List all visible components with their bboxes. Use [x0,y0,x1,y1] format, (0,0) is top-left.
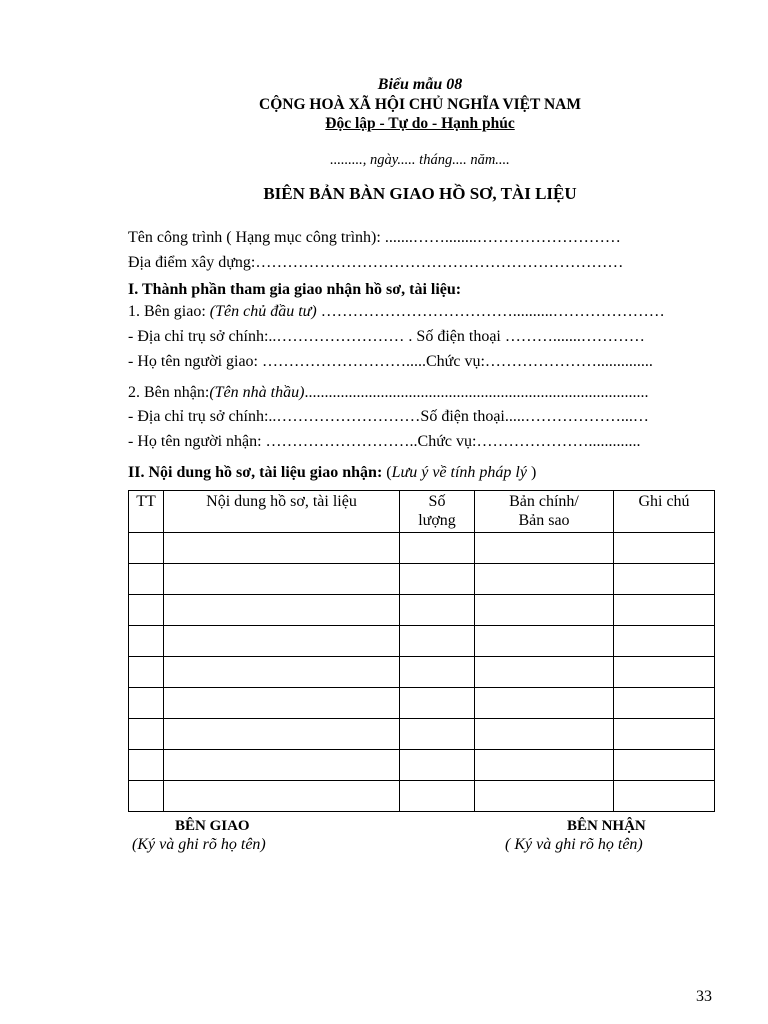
table-body [129,533,715,812]
party-giver-person-line: - Họ tên người giao: ……………………….....Chức vụ:………………….............. [128,353,653,370]
party-receiver-dots: ...................................................................................... [304,384,649,401]
section-2-heading: II. Nội dung hồ sơ, tài liệu giao nhận: [128,464,387,481]
party-receiver-hint: (Tên nhà thầu) [209,384,305,401]
receiver-signature-title: BÊN NHẬN [567,818,646,834]
table-row [129,657,715,688]
section-2-note-close: ) [526,464,537,481]
cell-note [614,657,715,688]
quantity-header-line-1: Số [428,493,446,510]
cell-tt [129,626,164,657]
cell-tt [129,750,164,781]
giver-signature-hint: (Ký và ghi rõ họ tên) [132,836,266,853]
party-giver-line [128,303,665,321]
table-header-row [129,491,715,533]
cell-note [614,781,715,812]
cell-quantity [400,688,475,719]
cell-note [614,750,715,781]
section-1-heading: I. Thành phần tham gia giao nhận hồ sơ, tài liệu: [128,281,462,298]
column-header-content: Nội dung hồ sơ, tài liệu [164,491,400,533]
form-number: Biểu mẫu 08 [377,76,463,93]
party-receiver-person-line: - Họ tên người nhận: ………………………..Chức vụ:…………………............. [128,433,641,450]
cell-quantity [400,564,475,595]
motto-text: Độc lập - Tự do - Hạnh phúc [325,115,515,132]
receiver-signature-hint: ( Ký và ghi rõ họ tên) [505,836,643,853]
cell-copy-type [475,533,614,564]
table-row [129,719,715,750]
cell-copy-type [475,719,614,750]
column-header-quantity [400,491,475,533]
cell-content [164,781,400,812]
table-row [129,595,715,626]
cell-quantity [400,533,475,564]
cell-note [614,688,715,719]
table-row [129,564,715,595]
motto [0,115,768,133]
party-receiver-address-line: - Địa chỉ trụ sở chính:..………………………Số điện thoại.....………………...… [128,408,649,425]
table-row [129,533,715,564]
cell-copy-type [475,688,614,719]
party-receiver-label: 2. Bên nhận: [128,384,210,401]
cell-quantity [400,595,475,626]
section-2-heading-line [128,464,536,482]
quantity-header-line-2: lượng [418,512,456,529]
cell-content [164,657,400,688]
cell-copy-type [475,626,614,657]
cell-quantity [400,626,475,657]
project-location-line: Địa điểm xây dựng:…………………………………………………………… [128,254,624,271]
party-giver-hint: (Tên chủ đầu tư) [209,303,317,320]
section-2-note-open: ( [386,464,392,481]
cell-note [614,564,715,595]
date-line: ........., ngày..... tháng.... năm.... [330,152,510,168]
cell-quantity [400,781,475,812]
cell-tt [129,781,164,812]
cell-copy-type [475,595,614,626]
cell-note [614,626,715,657]
column-header-note: Ghi chú [614,491,715,533]
giver-signature-title: BÊN GIAO [175,818,250,834]
cell-content [164,719,400,750]
cell-quantity [400,657,475,688]
cell-note [614,595,715,626]
section-2-note: Lưu ý về tính pháp lý [391,464,527,481]
party-giver-dots: ………………………………..........………………… [316,303,665,320]
cell-note [614,719,715,750]
table-row [129,750,715,781]
cell-tt [129,595,164,626]
cell-tt [129,719,164,750]
cell-content [164,533,400,564]
copy-header-line-2: Bản sao [518,512,570,529]
cell-copy-type [475,750,614,781]
country-name: CỘNG HOÀ XÃ HỘI CHỦ NGHĨA VIỆT NAM [259,96,581,113]
document-title: BIÊN BẢN BÀN GIAO HỒ SƠ, TÀI LIỆU [263,184,577,203]
cell-content [164,626,400,657]
page-number: 33 [696,988,712,1005]
cell-quantity [400,719,475,750]
cell-tt [129,564,164,595]
cell-copy-type [475,781,614,812]
cell-note [614,533,715,564]
column-header-tt: TT [129,491,164,533]
cell-copy-type [475,564,614,595]
project-name-line: Tên công trình ( Hạng mục công trình): .......……........……………………… [128,229,621,246]
cell-copy-type [475,657,614,688]
party-giver-address-line: - Địa chỉ trụ sở chính:..…………………… . Số điện thoại ……….......………… [128,328,645,345]
cell-tt [129,657,164,688]
cell-content [164,564,400,595]
table-row [129,781,715,812]
copy-header-line-1: Bản chính/ [509,493,579,510]
cell-quantity [400,750,475,781]
party-giver-label: 1. Bên giao: [128,303,210,320]
cell-tt [129,688,164,719]
documents-table [128,490,715,812]
table-row [129,626,715,657]
cell-content [164,595,400,626]
table-row [129,688,715,719]
column-header-copy-type [475,491,614,533]
cell-content [164,750,400,781]
party-receiver-line [128,384,648,402]
cell-tt [129,533,164,564]
cell-content [164,688,400,719]
